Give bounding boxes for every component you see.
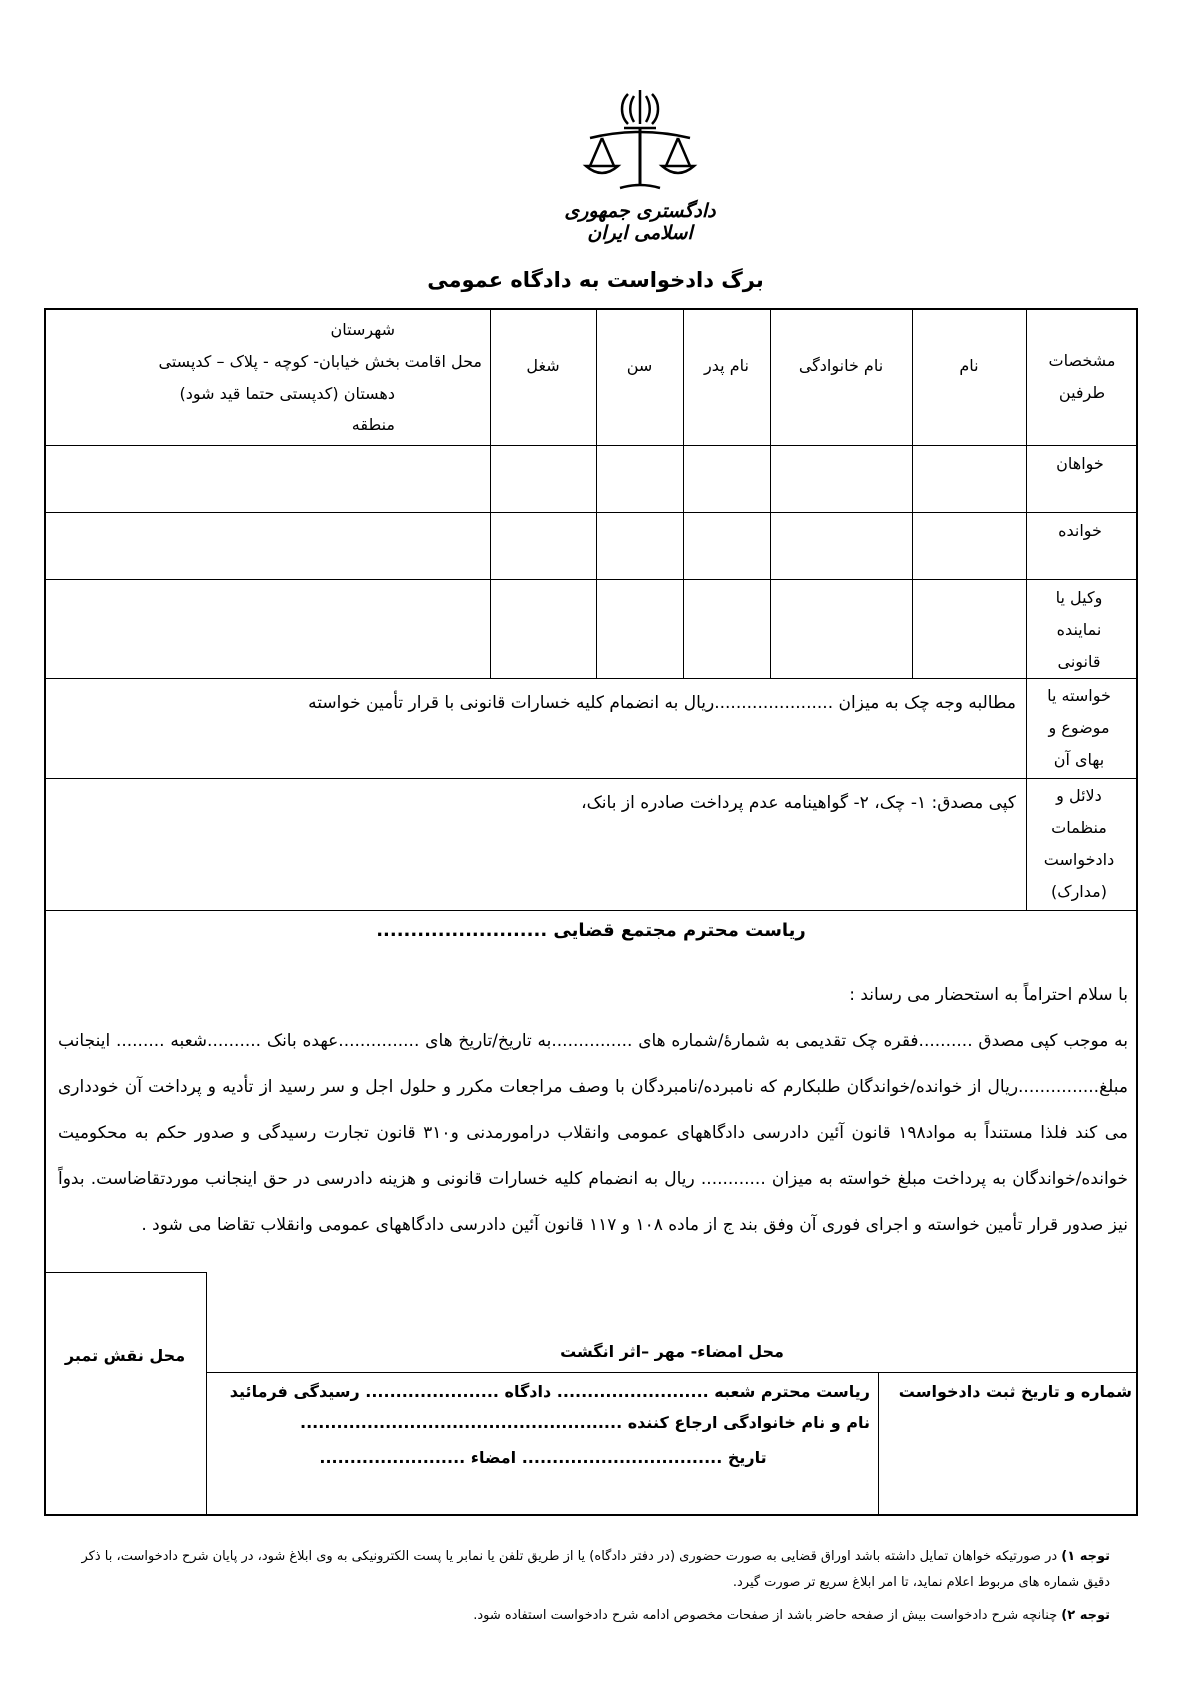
referral-line: ریاست محترم شعبه ......................... دادگاه ...................... رسیدگی فرمائید — [229, 1382, 870, 1401]
form-frame — [44, 308, 1138, 1516]
note-1-text: در صورتیکه خواهان تمایل داشته باشد اوراق قضایی به صورت حضوری (در دفتر دادگاه) یا از طریق تلفن یا نمابر یا پست الکترونیکی به وی ابلاغ شود، در پایان شرح دادخواست، با ذکر دقیق شماره های مربوط اعلام نماید، تا امر ابلاغ سریع تر صورت گیرد. — [81, 1549, 1110, 1590]
evidence-text: کپی مصدق: ۱- چک، ۲- گواهینامه عدم پرداخت صادره از بانک، — [581, 793, 1016, 813]
row-label-evidence: دلائل و منظمات دادخواست (مدارک) — [1043, 786, 1115, 901]
registration-label: شماره و تاریخ ثبت دادخواست — [898, 1382, 1132, 1401]
signature-area: محل امضاء- مهر –اثر انگشت — [560, 1342, 784, 1361]
referral-line: نام و نام خانوادگی ارجاع کننده ..................................................... — [300, 1413, 870, 1432]
stamp-line — [206, 1272, 207, 1516]
col-header-father: نام پدر — [704, 356, 749, 375]
signature-line — [206, 1372, 1138, 1373]
col-header-parties: مشخصات طرفین — [1048, 351, 1116, 402]
logo-text: دادگستری جمهوری اسلامی ایران — [564, 200, 716, 244]
col-header-job: شغل — [526, 356, 560, 375]
residence-line: دهستان (کدپستی حتما قید شود) — [179, 384, 395, 403]
row-line — [44, 579, 1138, 580]
row-label-lawyer: وکیل یا نماینده قانونی — [1055, 588, 1103, 671]
col-header-name: نام — [959, 356, 979, 375]
row-label-defendant: خوانده — [1058, 521, 1102, 540]
row-line — [44, 445, 1138, 446]
row-line — [44, 910, 1138, 911]
letter-greeting: با سلام احتراماً به استحضار می رساند : — [849, 985, 1128, 1005]
registration-line — [878, 1372, 879, 1516]
note-1-label: توجه ۱) — [1061, 1549, 1110, 1564]
letter-heading: ریاست محترم مجتمع قضایی ......................... — [376, 920, 806, 941]
note-2-label: توجه ۲) — [1061, 1608, 1110, 1623]
claim-text: مطالبه وجه چک به میزان ......................ریال به انضمام کلیه خسارات قانونی با قرار تأمین خواسته — [308, 693, 1016, 713]
stamp-area: محل نقش تمبر — [64, 1346, 186, 1365]
note-1 — [80, 1544, 1110, 1596]
residence-line: بخش خیابان- کوچه - پلاک – کدپستی — [158, 352, 400, 371]
residence-line: شهرستان — [330, 320, 395, 339]
col-header-age: سن — [626, 356, 653, 375]
judiciary-emblem-icon — [580, 88, 700, 208]
letter-body: به موجب کپی مصدق ..........فقره چک تقدیمی به شمارهٔ/شماره های ...............به تاریخ/تاریخ های ...............عهده بانک ..........شعبه ......... اینجانب مبلغ...............ریال از خوانده/خواندگان طلبکارم که نامبرده/نامبردگان با وصف مراجعات مکرر و حلول اجل و سر رسید از تأدیه و پرداخت آن خودداری می کند فلذا مستنداً به مواد۱۹۸ قانون آئین دادرسی دادگاههای عمومی وانقلاب درامورمدنی و۳۱۰ قانون تجارت رسیدگی و صدور حکم به محکومیت خوانده/خواندگان به پرداخت مبلغ خواسته به میزان ............ ریال به انضمام کلیه خسارات قانونی و هزینه دادرسی در حق اینجانب موردتقاضاست. بدواً نیز صدور قرار تأمین خواسته و اجرای فوری آن وفق بند ج از ماده ۱۰۸ و ۱۱۷ قانون آئین دادرسی دادگاههای عمومی وانقلاب تقاضا می شود . — [58, 1031, 1129, 1235]
row-label-plaintiff: خواهان — [1056, 454, 1104, 473]
row-line — [44, 512, 1138, 513]
referral-line: تاریخ ................................. امضاء ........................ — [319, 1448, 767, 1467]
note-2-text: چنانچه شرح دادخواست بیش از صفحه حاضر باشد از صفحات مخصوص ادامه شرح دادخواست استفاده شود. — [473, 1608, 1058, 1623]
page-title: برگ دادخواست به دادگاه عمومی — [427, 268, 764, 292]
note-2 — [80, 1603, 1110, 1629]
row-label-claim: خواسته یا موضوع و بهای آن — [1047, 686, 1111, 769]
col-header-family: نام خانوادگی — [798, 356, 884, 375]
col-line — [1026, 308, 1027, 910]
row-line — [44, 678, 1138, 679]
bottom-top-line — [44, 1272, 206, 1273]
col-header-residence-title: محل اقامت — [404, 352, 482, 371]
row-line — [44, 778, 1138, 779]
residence-line: منطقه — [351, 415, 395, 434]
